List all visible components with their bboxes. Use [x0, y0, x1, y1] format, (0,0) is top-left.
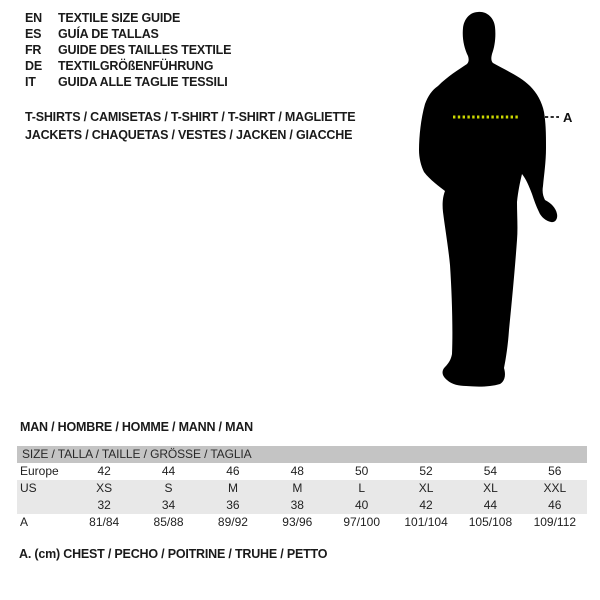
- language-code: FR: [25, 43, 42, 57]
- man-silhouette-figure: [390, 0, 600, 400]
- table-cell: 101/104: [404, 515, 448, 529]
- language-code: EN: [25, 11, 42, 25]
- table-cell: 48: [290, 464, 304, 478]
- language-row: [25, 58, 231, 74]
- table-cell: 93/96: [282, 515, 313, 529]
- row-label: [17, 497, 72, 514]
- table-cell: 36: [226, 498, 240, 512]
- table-cell: 97/100: [343, 515, 381, 529]
- language-label: GUÍA DE TALLAS: [58, 27, 159, 41]
- table-cell: 52: [419, 464, 433, 478]
- table-cell: M: [227, 481, 238, 495]
- table-cell: L: [358, 481, 366, 495]
- table-row-us: [17, 480, 587, 497]
- language-label: TEXTILE SIZE GUIDE: [58, 11, 181, 25]
- size-table-header: SIZE / TALLA / TAILLE / GRÖSSE / TAGLIA: [17, 446, 587, 463]
- language-code: ES: [25, 27, 42, 41]
- table-cell: 40: [355, 498, 369, 512]
- row-label: US: [20, 481, 37, 495]
- language-row: [25, 74, 231, 90]
- language-list: [25, 10, 231, 90]
- table-cell: 38: [290, 498, 304, 512]
- table-cell: M: [292, 481, 303, 495]
- table-cell: XXL: [543, 481, 567, 495]
- row-label: A: [20, 515, 29, 529]
- table-cell: 46: [226, 464, 240, 478]
- table-cell: XL: [418, 481, 434, 495]
- table-cell: 44: [161, 464, 176, 478]
- measurement-footnote: A. (cm) CHEST / PECHO / POITRINE / TRUHE / PETTO: [19, 547, 328, 561]
- section-label-man: MAN / HOMBRE / HOMME / MANN / MAN: [20, 420, 253, 434]
- table-cell: 46: [548, 498, 562, 512]
- table-cell: 89/92: [217, 515, 248, 529]
- table-cell: 109/112: [533, 515, 577, 529]
- measure-label-a: A: [563, 110, 573, 125]
- table-cell: 42: [419, 498, 433, 512]
- row-label: Europe: [20, 464, 59, 478]
- size-table: [17, 446, 587, 531]
- language-row: [25, 26, 231, 42]
- table-cell: 50: [355, 464, 369, 478]
- language-label: GUIDE DES TAILLES TEXTILE: [58, 43, 232, 57]
- table-cell: 85/88: [153, 515, 184, 529]
- language-label: TEXTILGRÖßENFÜHRUNG: [58, 59, 214, 73]
- language-code: IT: [25, 75, 36, 89]
- man-silhouette: [419, 12, 557, 387]
- table-row-a-chest: [17, 514, 587, 531]
- table-row-us-numeric: [17, 497, 587, 514]
- table-row-europe: [17, 463, 587, 480]
- table-cell: 32: [97, 498, 111, 512]
- language-row: [25, 10, 231, 26]
- category-line-tshirts: T-SHIRTS / CAMISETAS / T-SHIRT / T-SHIRT / MAGLIETTE: [25, 110, 356, 124]
- table-cell: 42: [97, 464, 111, 478]
- table-cell: 105/108: [468, 515, 513, 529]
- table-cell: XS: [96, 481, 113, 495]
- table-cell: 54: [483, 464, 498, 478]
- language-row: [25, 42, 231, 58]
- table-cell: 44: [483, 498, 498, 512]
- table-cell: XL: [483, 481, 498, 495]
- table-cell: 34: [161, 498, 176, 512]
- table-cell: S: [164, 481, 173, 495]
- garment-categories: [25, 108, 355, 144]
- language-code: DE: [25, 59, 42, 73]
- language-label: GUIDA ALLE TAGLIE TESSILI: [58, 75, 228, 89]
- category-line-jackets: JACKETS / CHAQUETAS / VESTES / JACKEN / GIACCHE: [25, 128, 353, 142]
- table-cell: 56: [548, 464, 562, 478]
- table-cell: 81/84: [89, 515, 120, 529]
